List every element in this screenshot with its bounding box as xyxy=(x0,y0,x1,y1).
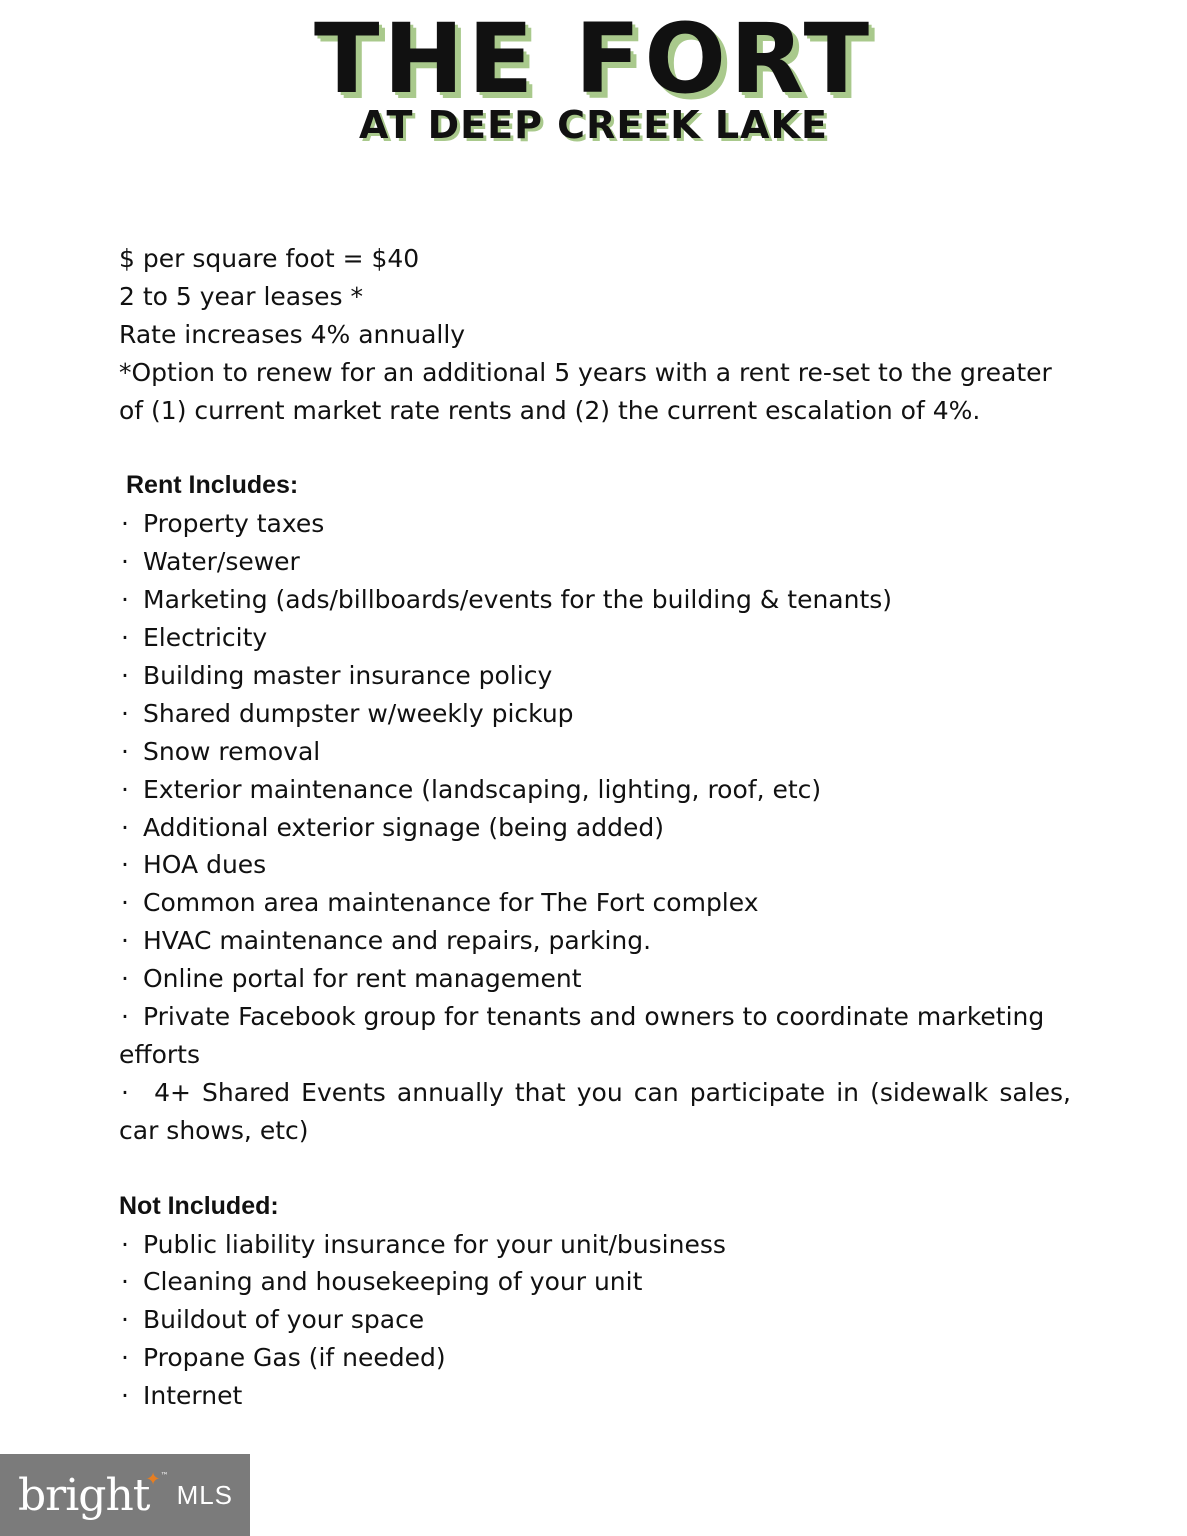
bullet-icon: · xyxy=(121,660,129,690)
bright-wordmark: bright xyxy=(18,1469,150,1521)
spark-icon: ✦ xyxy=(145,1468,161,1490)
list-item: · Additional exterior signage (being added) xyxy=(119,809,1071,847)
bullet-icon: · xyxy=(121,926,129,956)
list-item: · Water/sewer xyxy=(119,543,1071,581)
list-item: · Public liability insurance for your unit/business xyxy=(119,1226,1071,1264)
list-item: · Shared dumpster w/weekly pickup xyxy=(119,695,1071,733)
list-item: · 4+ Shared Events annually that you can participate in (sidewalk sales, car shows, etc) xyxy=(119,1074,1071,1150)
bullet-icon: · xyxy=(121,1229,129,1259)
bullet-icon: · xyxy=(121,1381,129,1411)
lease-length: 2 to 5 year leases * xyxy=(119,281,363,311)
list-item: · Building master insurance policy xyxy=(119,657,1071,695)
spacer xyxy=(119,1150,1071,1188)
mls-wordmark: MLS xyxy=(176,1479,234,1510)
not-included-heading: Not Included: xyxy=(119,1191,279,1220)
spacer xyxy=(119,430,1071,468)
bullet-icon: · xyxy=(121,547,129,577)
price-per-sqft: $ per square foot = $40 xyxy=(119,244,420,273)
not-included-list xyxy=(119,1226,1071,1416)
bullet-icon: · xyxy=(121,736,129,766)
list-item: · Common area maintenance for The Fort complex xyxy=(119,884,1071,922)
rent-includes-heading: Rent Includes: xyxy=(126,471,299,500)
list-item: · Private Facebook group for tenants and owners to coordinate marketing efforts xyxy=(119,998,1071,1074)
bullet-icon: · xyxy=(121,585,129,615)
bullet-icon: · xyxy=(121,1077,129,1107)
bullet-icon: · xyxy=(121,964,129,994)
bright-mls-watermark xyxy=(0,1454,250,1536)
list-item: · Internet xyxy=(119,1377,1071,1415)
bullet-icon: · xyxy=(121,698,129,728)
renewal-option-note: *Option to renew for an additional 5 years with a rent re-set to the greater of (1) current market rate rents and (2) the current escalation of 4%. xyxy=(119,357,1052,425)
rent-includes-list xyxy=(119,505,1071,1149)
list-item: · HVAC maintenance and repairs, parking. xyxy=(119,922,1071,960)
list-item: · Exterior maintenance (landscaping, lighting, roof, etc) xyxy=(119,771,1071,809)
bullet-icon: · xyxy=(121,1267,129,1297)
list-item: · Propane Gas (if needed) xyxy=(119,1339,1071,1377)
bullet-icon: · xyxy=(121,1305,129,1335)
bullet-icon: · xyxy=(121,774,129,804)
lease-terms-document xyxy=(119,240,1071,1415)
list-item: · Buildout of your space xyxy=(119,1301,1071,1339)
page-title: THE FORT xyxy=(313,3,874,115)
list-item: · HOA dues xyxy=(119,846,1071,884)
page-subtitle: AT DEEP CREEK LAKE xyxy=(359,103,828,147)
list-item: · Electricity xyxy=(119,619,1071,657)
list-item: · Property taxes xyxy=(119,505,1071,543)
rate-increase: Rate increases 4% annually xyxy=(119,319,466,349)
bullet-icon: · xyxy=(121,812,129,842)
bullet-icon: · xyxy=(121,623,129,653)
bullet-icon: · xyxy=(121,1343,129,1373)
bullet-icon: · xyxy=(121,509,129,539)
bullet-icon: · xyxy=(121,850,129,880)
list-item: · Online portal for rent management xyxy=(119,960,1071,998)
bullet-icon: · xyxy=(121,888,129,918)
list-item: · Marketing (ads/billboards/events for the building & tenants) xyxy=(119,581,1071,619)
list-item: · Snow removal xyxy=(119,733,1071,771)
bullet-icon: · xyxy=(121,1002,129,1032)
list-item: · Cleaning and housekeeping of your unit xyxy=(119,1263,1071,1301)
trademark-symbol: ™ xyxy=(160,1470,169,1480)
